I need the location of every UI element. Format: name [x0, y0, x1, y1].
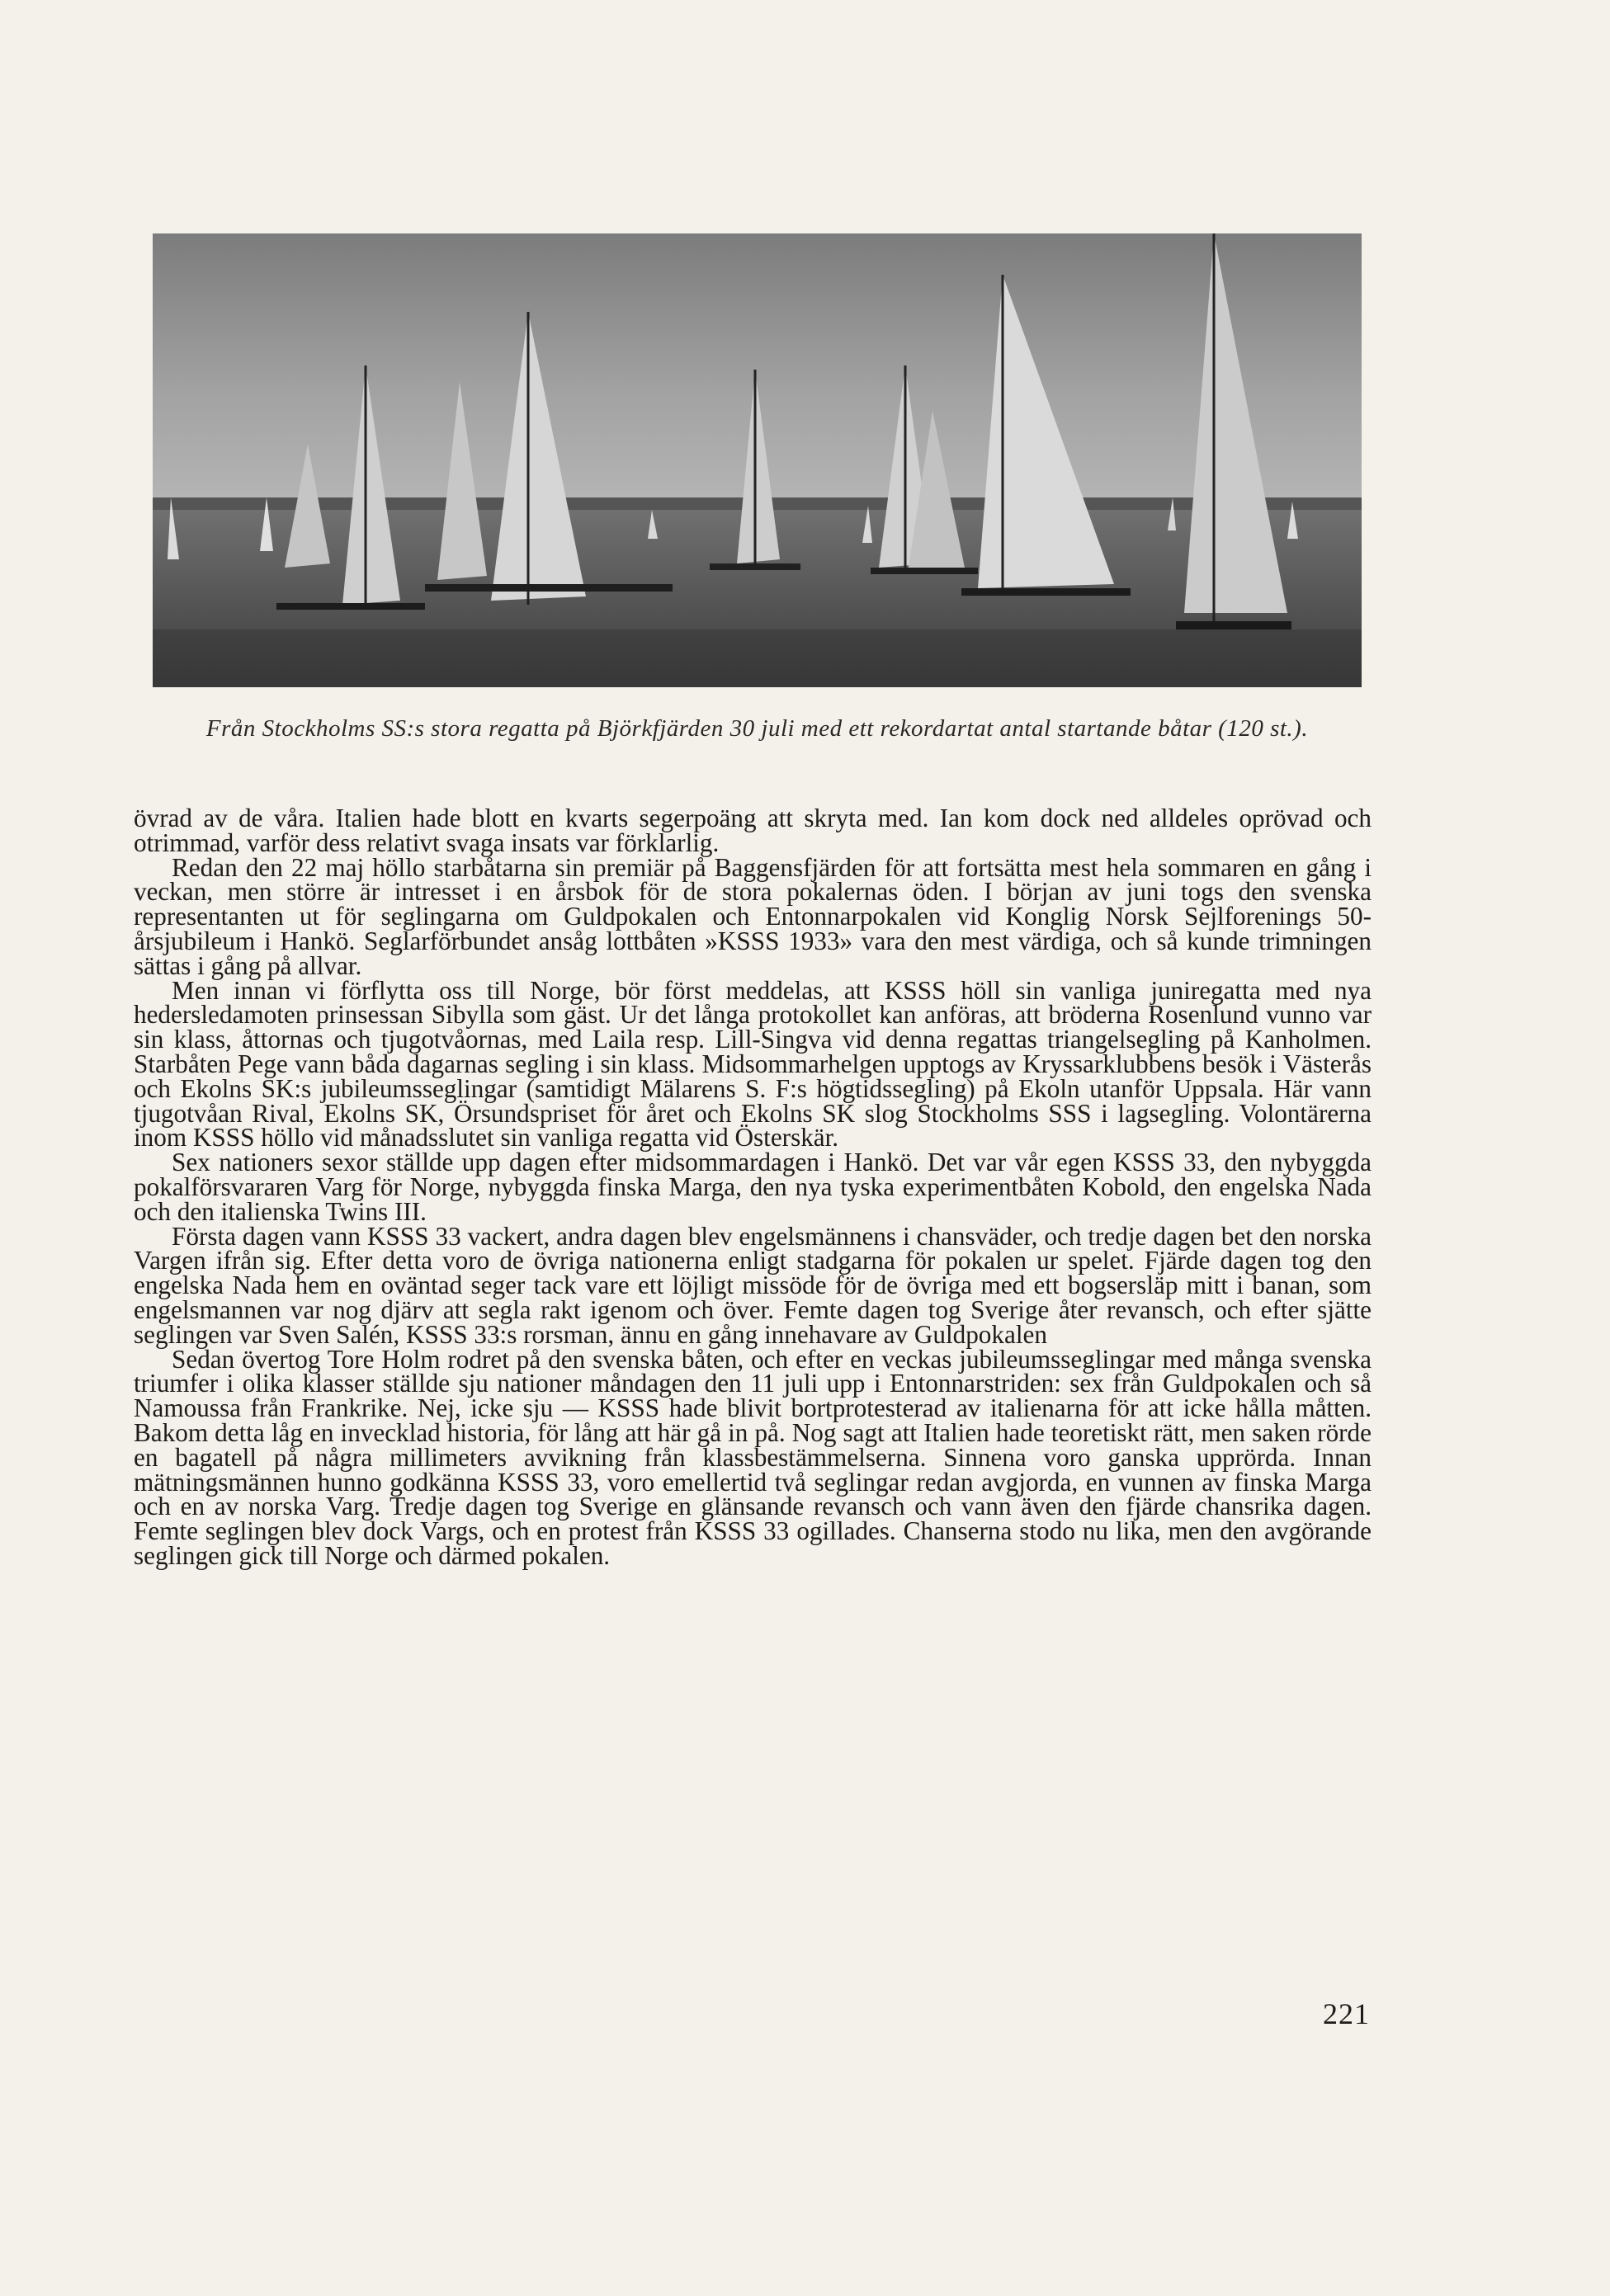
paragraph: Redan den 22 maj höllo starbåtarna sin premiär på Baggensfjärden för att fortsätta mest hela sommaren en gång i veckan, men större är intresset i en årsbok för de stora pokalernas öden. I början av juni togs den svenska representanten ut för seglingarna om Guldpokalen och Entonnarpokalen vid Konglig Norsk Sejlforenings 50-årsjubileum i Hankö. Seglarförbundet ansåg lottbåten »KSSS 1933» vara den mest värdiga, och så kunde trimningen sättas i gång på allvar. — [134, 852, 1372, 980]
paragraph: Första dagen vann KSSS 33 vackert, andra dagen blev engelsmännens i chansväder, och tredje dagen bet den norska Vargen ifrån sig. Efter detta voro de övriga nationerna enligt stadgarna för pokalen ur spelet. Fjärde dagen tog den engelska Nada hem en oväntad seger tack vare ett löjligt missöde för de övriga med ett bogsersläp mitt i banan, som engelsmannen var nog djärv att segla rakt igenom och över. Femte dagen tog Sverige åter revansch, och efter sjätte seglingen var Sven Salén, KSSS 33:s rorsman, ännu en gång innehavare av Guldpokalen — [134, 1221, 1372, 1349]
sailboats-photo — [153, 233, 1362, 687]
page-number: 221 — [1323, 1997, 1370, 2030]
paragraph: Men innan vi förflytta oss till Norge, bör först meddelas, att KSSS höll sin vanliga juniregatta med nya hedersledamoten prinsessan Sibylla som gäst. Ur det långa protokollet kan anföras, att bröderna Rosenlund vunno var sin klass, åttornas och tjugotvåornas, med Laila resp. Lill-Singva vid denna regattas triangelsegling på Kanholmen. Starbåten Pege vann båda dagarnas segling i sin klass. Midsommarhelgen upptogs av Kryssarklubbens besök i Västerås och Ekolns SK:s jubileumsseglingar (samtidigt Mälarens S. F:s högtidssegling) på Ekoln utanför Uppsala. Här vann tjugotvåan Rival, Ekolns SK, Örsundspriset för året och Ekolns SK slog Stockholms SSS i lagsegling. Volontärerna inom KSSS höllo vid månadsslutet sin vanliga regatta vid Österskär. — [134, 975, 1372, 1153]
paragraph: övrad av de våra. Italien hade blott en kvarts segerpoäng att skryta med. Ian kom dock ned alldeles oprövad och otrimmad, varför dess relativt svaga insats var förklarlig. — [134, 804, 1372, 857]
paragraph: Sex nationers sexor ställde upp dagen efter midsommardagen i Hankö. Det var vår egen KSSS 33, den nybyggda pokalförsvararen Varg för Norge, nybyggda finska Marga, den nya tyska experimentbåten Kobold, den engelska Nada och den italienska Twins III. — [134, 1148, 1372, 1226]
paragraph: Sedan övertog Tore Holm rodret på den svenska båten, och efter en veckas jubileumsseglingar med många svenska triumfer i olika klasser ställde sju nationer måndagen den 11 juli upp i Entonnarstriden: sex från Guldpokalen och så Namoussa från Frankrike. Nej, icke sju — KSSS hade blivit bortprotesterad av italienarna för att icke hålla måtten. Bakom detta låg en invecklad historia, för lång att här gå in på. Nog sagt att Italien hade teoretiskt rätt, men saken rörde en bagatell på några millimeters avvikning från klassbestämmelserna. Sinnena voro ganska upprörda. Innan mätningsmännen hunno godkänna KSSS 33, voro emellertid två seglingar redan avgjorda, en vunnen av finska Marga och en av norska Varg. Tredje dagen tog Sverige en glänsande revansch och vann även den fjärde chansrika dagen. Femte seglingen blev dock Vargs, och en protest från KSSS 33 ogillades. Chanserna stodo nu lika, men den avgörande seglingen gick till Norge och därmed pokalen. — [134, 1344, 1372, 1570]
article-body — [134, 806, 1372, 1568]
photo-caption: Från Stockholms SS:s stora regatta på Björkfjärden 30 juli med ett rekordartat antal startande båtar (120 st.). — [205, 715, 1309, 742]
